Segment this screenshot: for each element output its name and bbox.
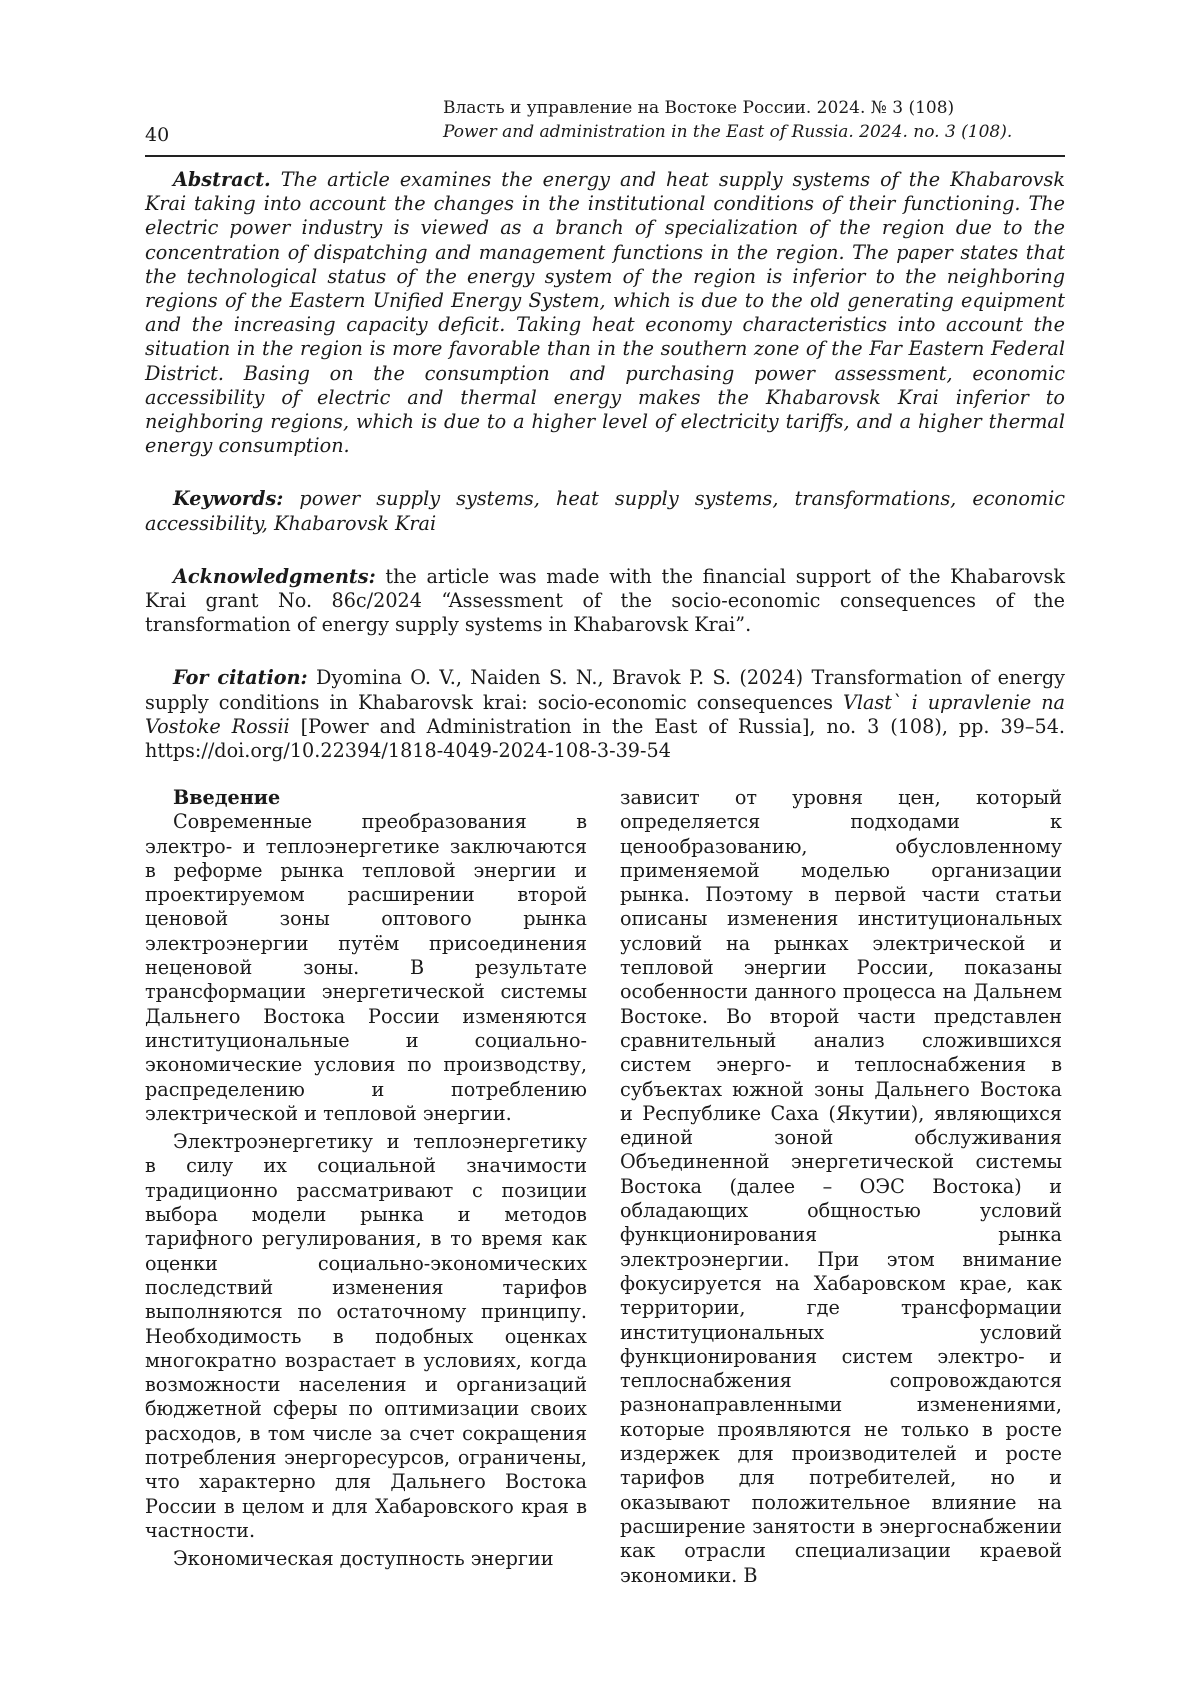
keywords-label: Keywords: — [173, 487, 284, 511]
journal-title — [443, 96, 1065, 144]
citation-paragraph — [145, 666, 1065, 763]
front-matter — [145, 168, 1065, 792]
acknowledgments-paragraph — [145, 565, 1065, 638]
journal-title-ru: Власть и управление на Востоке России. 2024. № 3 (108) — [443, 98, 955, 118]
citation-journal: Vlast` i upravlenie na Vostoke Rossii — [145, 690, 1066, 738]
body-paragraph: Электроэнергетику и теплоэнергетику в силу их социальной значимости традиционно рассматривают с позиции выбора модели рынка и методов тарифного регулирования, в то время как оценки социально-экономических последствий изменения тарифов выполняются по остаточному принципу. Необходимость в подобных оценках многократно возрастает в условиях, когда возможности населения и организаций бюджетной сферы по оптимизации своих расходов, в том числе за счет сокращения потребления энергоресурсов, ограничены, что характерно для Дальнего Востока России в целом и для Хабаровского края в частности. — [145, 1130, 587, 1542]
abstract-label: Abstract. — [173, 168, 271, 191]
section-title-introduction: Введение — [173, 786, 281, 809]
journal-title-en: Power and administration in the East of Russia. 2024. no. 3 (108). — [443, 122, 1013, 142]
body-paragraph: Экономическая доступность энергии — [173, 1547, 554, 1571]
citation-text-after: [Power and Administration in the East of Russia], no. 3 (108), pp. 39–54. https://doi.org/10.22394/1818-4049-2024-108-3-39-54 — [145, 714, 1065, 763]
page-number: 40 — [145, 124, 170, 146]
keywords-paragraph — [145, 487, 1065, 535]
header-rule — [145, 155, 1065, 157]
body-paragraph: зависит от уровня цен, который определяется подходами к ценообразованию, обусловленному применяемой моделью организации рынка. Поэтому в первой части статьи описаны изменения институциональных условий на рынках электрической и тепловой энергии России, показаны особенности данного процесса на Дальнем Востоке. Во второй части представлен сравнительный анализ сложившихся систем энерго- и теплоснабжения в субъектах южной зоны Дальнего Востока и Республике Саха (Якутии), являющихся единой зоной обслуживания Объединенной энергетической системы Востока (далее – ОЭС Востока) и обладающих общностью условий функционирования рынка электроэнергии. При этом внимание фокусируется на Хабаровском крае, как территории, где трансформации институциональных условий функционирования систем электро- и теплоснабжения сопровождаются разнонаправленными изменениями, которые проявляются не только в росте издержек для производителей и росте тарифов для потребителей, но и оказывают положительное влияние на расширение занятости в энергоснабжении как отрасли специализации краевой экономики. В — [620, 786, 1062, 1587]
running-header — [145, 96, 1065, 148]
citation-text-before: Dyomina O. V., Naiden S. N., Bravok P. S. (2024) Transformation of energy supply conditions in Khabarovsk krai: socio-economic consequences — [145, 666, 1065, 714]
keywords-text: power supply systems, heat supply systems, transformations, economic accessibility, Khabarovsk Krai — [145, 487, 1065, 535]
citation-label: For citation: — [173, 666, 308, 690]
body-columns — [145, 786, 1065, 1587]
left-column — [145, 786, 587, 1576]
abstract-text: The article examines the energy and heat supply systems of the Khabarovsk Krai taking into account the changes in the institutional conditions of their functioning. The electric power industry is viewed as a branch of specialization of the region due to the concentration of dispatching and management functions in the region. The paper states that the technological status of the energy system of the region is inferior to the neighboring regions of the Eastern Unified Energy System, which is due to the old generating equipment and the increasing capacity deficit. Taking heat economy characteristics into account the situation in the region is more favorable than in the southern zone of the Far Eastern Federal District. Basing on the consumption and purchasing power assessment, economic accessibility of electric and thermal energy makes the Khabarovsk Krai inferior to neighboring regions, which is due to a higher level of electricity tariffs, and a higher thermal energy consumption. — [145, 168, 1065, 458]
right-column — [620, 786, 1062, 1592]
abstract-paragraph — [145, 168, 1065, 458]
body-paragraph: Современные преобразования в электро- и теплоэнергетике заключаются в реформе рынка тепловой энергии и проектируемом расширении второй ценовой зоны оптового рынка электроэнергии путём присоединения неценовой зоны. В результате трансформации энергетической системы Дальнего Востока России изменяются институциональные и социально-экономические условия по производству, распределению и потреблению электрической и тепловой энергии. — [145, 810, 587, 1125]
acknowledgments-text: the article was made with the financial support of the Khabarovsk Krai grant No. 86c/2024 “Assessment of the socio-economic consequences of the transformation of energy supply systems in Khabarovsk Krai”. — [145, 564, 1065, 637]
acknowledgments-label: Acknowledgments: — [173, 564, 376, 588]
